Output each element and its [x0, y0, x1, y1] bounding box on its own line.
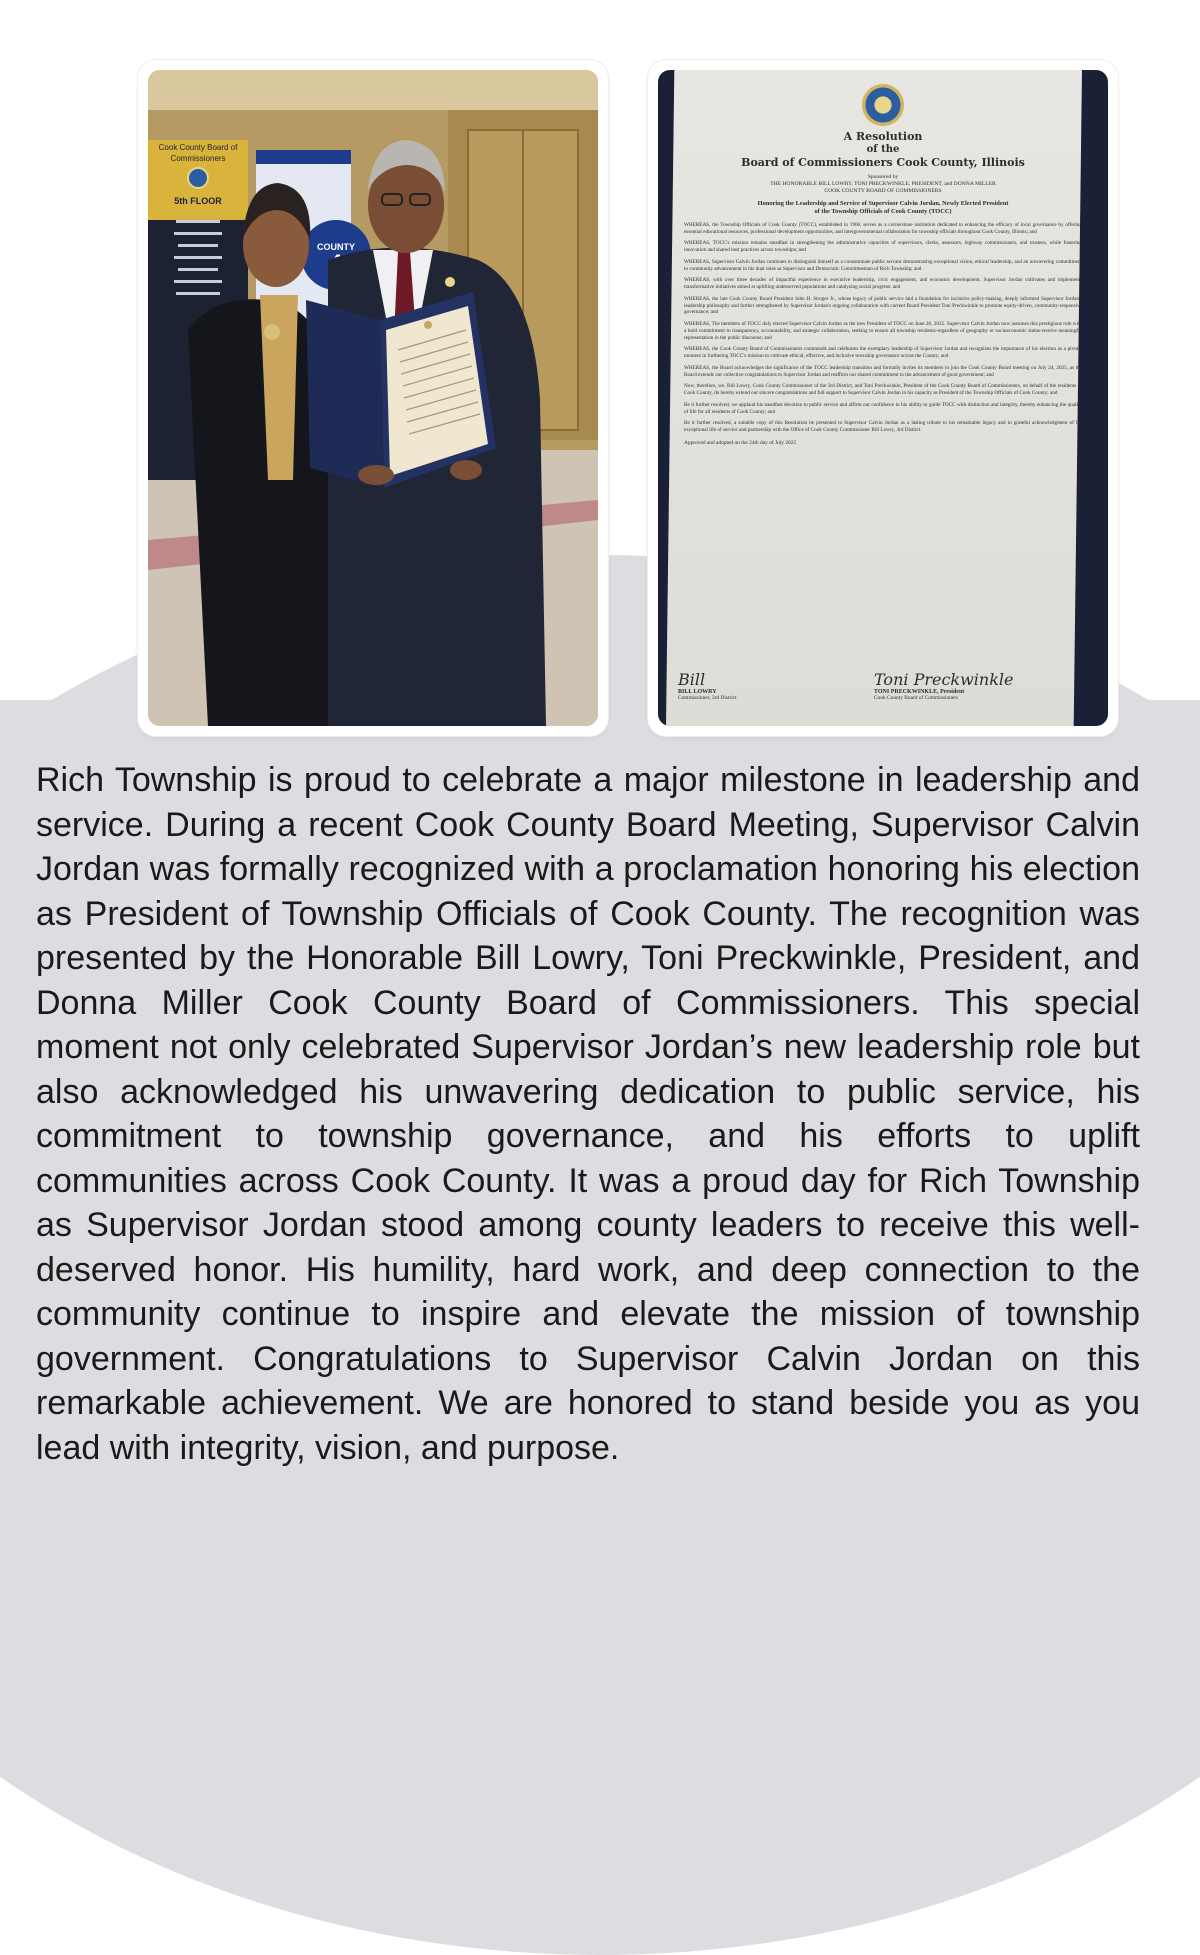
- sign-line-1: Cook County Board of: [158, 143, 238, 152]
- signer-name-lowry: BILL LOWRY: [678, 689, 717, 695]
- sign-line-2: Commissioners: [170, 154, 226, 163]
- resolution-heading-3: Board of Commissioners Cook County, Illinois: [741, 156, 1025, 170]
- approved-date: Approved and adopted on the 24th day of July 2025: [684, 439, 797, 446]
- sign-seal-icon: [188, 168, 208, 188]
- whereas-paragraph: WHEREAS, with over three decades of impactful experience in executive leadership, civic engagement, and economic development, Supervisor Jordan cultivates and implements transformative initiatives aimed at uplifting underserved populations and catalyzing social progress; and: [684, 277, 1082, 291]
- signature-block-preckwinkle: [874, 670, 1024, 701]
- resolution-document: [684, 84, 1082, 446]
- resolved-paragraph: Be it further resolved, we applaud his steadfast devotion to public service and affirm our confidence in his ability to guide TOCC with distinction and integrity, thereby enhancing the quality of life for all residents of Cook County; and: [684, 401, 1082, 415]
- brooch-icon: [264, 324, 280, 340]
- signer-title-lowry: Commissioner, 3rd District: [678, 695, 737, 701]
- resolved-paragraph: Now, therefore, we, Bill Lowry, Cook County Commissioner of the 3rd District, and Toni Preckwinkle, President of the Cook County Board of Commissioners, on behalf of the residents of Cook County, do hereby extend our sincere congratulations and full support to Supervisor Calvin Jordan in his capacity as President of the Township Officials of Cook County; and: [684, 383, 1082, 397]
- ceremony-photo-illustration: [148, 70, 598, 726]
- resolution-title-line-2: of the Township Officials of Cook County (TOCC): [814, 207, 952, 215]
- sign-floor: 5th FLOOR: [174, 196, 222, 206]
- banner-text: COUNTY: [317, 242, 355, 252]
- lapel-pin-icon: [445, 277, 455, 287]
- photo-card-resolution: [648, 60, 1118, 736]
- county-seal-icon: [862, 84, 904, 126]
- resolution-title-line-1: Honoring the Leadership and Service of Supervisor Calvin Jordan, Newly Elected President: [757, 199, 1009, 207]
- sponsor-line-1: Sponsored by: [867, 174, 899, 180]
- resolution-title: [684, 200, 1082, 216]
- whereas-paragraph: WHEREAS, Supervisor Calvin Jordan continues to distinguish himself as a consummate public servant demonstrating exceptional vision, ethical leadership, and an unwavering commitment to community advancement in his dual roles as Supervisor and Democratic Committeeman of Rich Township; and: [684, 258, 1082, 272]
- folder-seal-icon: [424, 321, 432, 329]
- whereas-paragraph: WHEREAS, the Cook County Board of Commissioners commends and celebrates the exemplary leadership of Supervisor Jordan and recognizes the importance of his election as a pivotal moment in furthering TOCC's mission to cultivate ethical, effective, and inclusive township governance across the County; and: [684, 346, 1082, 360]
- resolution-heading-2: of the: [866, 143, 900, 155]
- ceremony-photo: [148, 70, 598, 726]
- signature-block-lowry: [678, 670, 828, 701]
- signer-title-preckwinkle: Cook County Board of Commissioners: [874, 695, 959, 701]
- sponsor-line-3: COOK COUNTY BOARD OF COMMISSIONERS: [824, 187, 942, 194]
- article-body: Rich Township is proud to celebrate a major milestone in leadership and service. During a recent Cook County Board Meeting, Supervisor Calvin Jordan was formally recognized with a proclamation honoring his election as President of Township Officials of Cook County. The recognition was presented by the Honorable Bill Lowry, Toni Preckwinkle, President, and Donna Miller Cook County Board of Commissioners. This special moment not only celebrated Supervisor Jordan’s new leadership role but also acknowledged his unwavering dedication to public service, his commitment to township governance, and his efforts to uplift communities across Cook County. It was a proud day for Rich Township as Supervisor Jordan stood among county leaders to receive this well-deserved honor. His humility, hard work, and deep connection to the community continue to inspire and elevate the mission of township government. Congratulations to Supervisor Calvin Jordan on this remarkable achievement. We are honored to stand beside you as you lead with integrity, vision, and purpose.: [36, 761, 1140, 1467]
- whereas-paragraph: WHEREAS, The members of TOCC duly elected Supervisor Calvin Jordan as the new President of TOCC on June 26, 2025. Supervisor Calvin Jordan now assumes this prestigious role with a bold commitment to transparency, accountability, and strategic collaboration, seeking to ensure all township residents-regardless of geography or socioeconomic status-receive meaningful representation in the public discourse; and: [684, 321, 1082, 341]
- whereas-paragraph: WHEREAS, the Board acknowledges the significance of the TOCC leadership transition and formally invites its members to join the Cook County Board meeting on July 24, 2025, as the Board extends our collective congratulations to Supervisor Jordan and reaffirm our shared commitment to the advancement of good government; and: [684, 364, 1082, 378]
- resolution-photo: [658, 70, 1108, 726]
- signature-lowry: Bill: [678, 670, 706, 689]
- signature-preckwinkle: Toni Preckwinkle: [874, 670, 1014, 689]
- signer-name-preckwinkle: TONI PRECKWINKLE, President: [874, 689, 965, 695]
- whereas-paragraph: WHEREAS, the Township Officials of Cook County (TOCC), established in 1966, serves as a cornerstone institution dedicated to enhancing the efficacy of local governance by offering essential educational resources, professional development opportunities, and intergovernmental collaboration for township officials throughout Cook County, Illinois; and: [684, 221, 1082, 235]
- resolution-heading-1: A Resolution: [843, 130, 923, 143]
- sponsor-line-2: THE HONORABLE BILL LOWRY, TONI PRECKWINKLE, PRESIDENT, and DONNA MILLER: [770, 180, 996, 187]
- resolved-paragraph: Be it further resolved, a suitable copy of this Resolution be presented to Supervisor Calvin Jordan as a lasting tribute to his remarkable legacy and in grateful acknowledgment of his exceptional life of service and partnership with the Office of Cook County Commissioner Bill Lowry, 3rd District.: [684, 420, 1082, 434]
- whereas-paragraph: WHEREAS, the late Cook County Board President John H. Stroger Jr., whose legacy of public service laid a foundation for inclusive policy-making, deeply informed Supervisor Jordan's leadership philosophy and further strengthened by Supervisor Jordan's ongoing collaboration with current Board President Toni Preckwinkle to promote equity-driven, community-responsive governance; and: [684, 295, 1082, 316]
- whereas-paragraph: WHEREAS, TOCC's mission remains steadfast in strengthening the administrative capacities of supervisors, clerks, assessors, highway commissioners, and trustees, while fostering innovation and shared best practices across townships; and: [684, 240, 1082, 254]
- photo-card-ceremony: [138, 60, 608, 736]
